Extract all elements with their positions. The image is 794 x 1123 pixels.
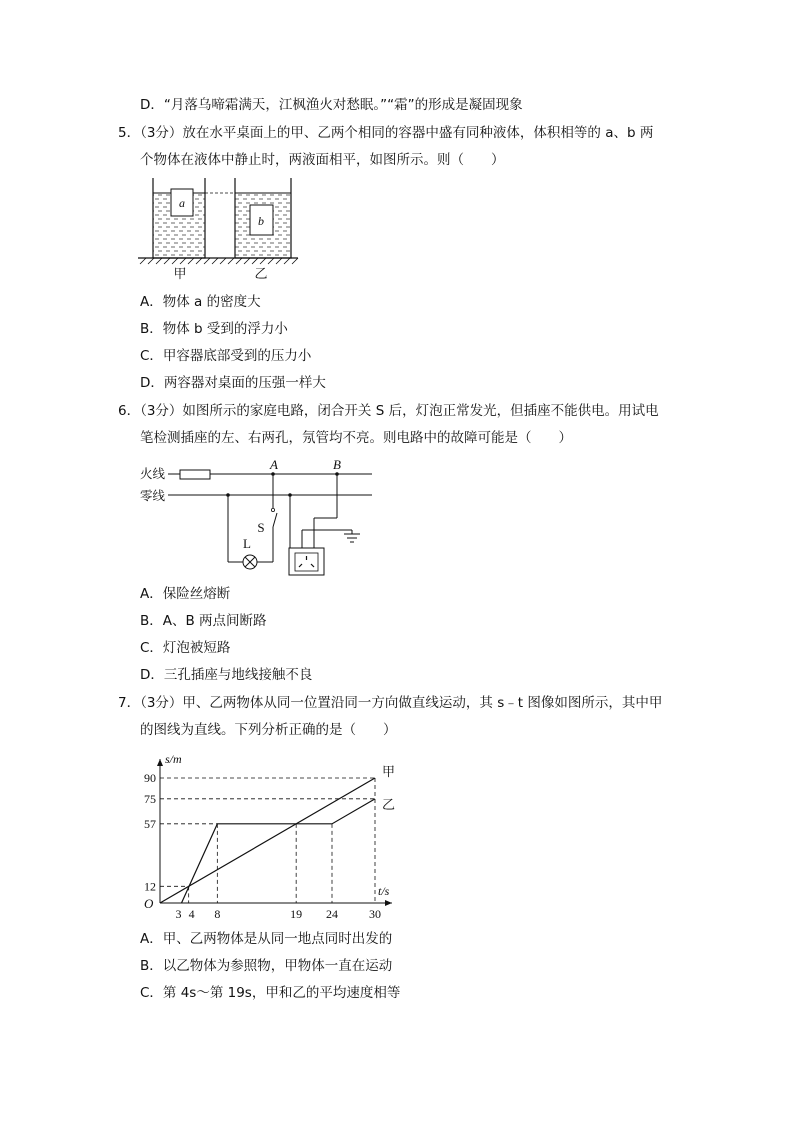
origin-label: O bbox=[144, 896, 154, 911]
fuse bbox=[180, 470, 210, 479]
x-axis-label: t/s bbox=[378, 884, 390, 898]
y-tick-75: 75 bbox=[144, 791, 156, 806]
q6-option-a: A．保险丝熔断 bbox=[140, 586, 231, 602]
container-jia bbox=[153, 178, 205, 258]
x-tick-4: 4 bbox=[188, 907, 195, 921]
switch-label: S bbox=[257, 520, 265, 535]
y-tick-57: 57 bbox=[144, 816, 156, 831]
x-tick-19: 19 bbox=[290, 907, 303, 921]
q7-option-c: C．第 4s～第 19s，甲和乙的平均速度相等 bbox=[140, 985, 401, 1001]
series-line-乙 bbox=[182, 799, 376, 903]
q7-stem-line1: 7．（3分）甲、乙两物体从同一位置沿同一方向做直线运动，其 s﹣t 图像如图所示，其中甲 bbox=[118, 695, 663, 711]
q5-stem-line1: 5．（3分）放在水平桌面上的甲、乙两个相同的容器中盛有同种液体，体积相等的 a、b 两 bbox=[118, 125, 654, 141]
q5-figure bbox=[130, 172, 310, 287]
table-surface bbox=[138, 258, 298, 264]
q7-option-a: A．甲、乙两物体是从同一地点同时出发的 bbox=[140, 931, 393, 947]
st-graph bbox=[130, 745, 410, 925]
lamp-branch bbox=[228, 474, 277, 569]
q7-stem-line2: 的图线为直线。下列分析正确的是（ ） bbox=[140, 722, 397, 738]
label-jia: 甲 bbox=[173, 266, 187, 281]
series-label-甲: 甲 bbox=[382, 764, 396, 779]
x-axis-arrow bbox=[385, 900, 392, 906]
x-tick-30: 30 bbox=[369, 907, 381, 921]
q5-option-c: C．甲容器底部受到的压力小 bbox=[140, 348, 312, 364]
container-yi bbox=[235, 178, 291, 258]
q5-option-b: B．物体 b 受到的浮力小 bbox=[140, 321, 288, 337]
q7-option-b: B．以乙物体为参照物，甲物体一直在运动 bbox=[140, 958, 393, 974]
label-yi: 乙 bbox=[254, 266, 268, 281]
live-wire-label: 火线 bbox=[140, 467, 166, 481]
q6-stem-line1: 6．（3分）如图所示的家庭电路，闭合开关 S 后，灯泡正常发光，但插座不能供电。用试电 bbox=[118, 403, 659, 419]
q5-option-a: A．物体 a 的密度大 bbox=[140, 294, 261, 310]
lamp-l bbox=[243, 555, 257, 569]
label-b: b bbox=[258, 214, 264, 228]
q6-option-c: C．灯泡被短路 bbox=[140, 640, 231, 656]
point-b-label: B bbox=[333, 457, 341, 472]
ground-symbol bbox=[344, 530, 360, 542]
q6-stem-line2: 笔检测插座的左、右两孔，氖管均不亮。则电路中的故障可能是（ ） bbox=[140, 430, 572, 446]
q5-stem-line2: 个物体在液体中静止时，两液面相平，如图所示。则（ ） bbox=[140, 152, 505, 168]
series-label-乙: 乙 bbox=[382, 796, 396, 812]
x-tick-24: 24 bbox=[326, 907, 338, 921]
y-tick-12: 12 bbox=[144, 879, 156, 894]
switch-s bbox=[273, 513, 277, 527]
neutral-wire-label: 零线 bbox=[140, 489, 166, 503]
lamp-label: L bbox=[243, 536, 251, 551]
q4-option-d: D．“月落乌啼霜满天，江枫渔火对愁眠。”“霜”的形成是凝固现象 bbox=[140, 97, 523, 113]
q6-option-d: D．三孔插座与地线接触不良 bbox=[140, 667, 313, 683]
y-axis-label: s/m bbox=[165, 752, 182, 766]
y-axis-arrow bbox=[157, 759, 163, 766]
q6-option-b: B．A、B 两点间断路 bbox=[140, 613, 267, 629]
point-a-label: A bbox=[270, 457, 278, 472]
x-tick-8: 8 bbox=[214, 907, 221, 921]
x-tick-3: 3 bbox=[175, 907, 182, 921]
three-hole-socket bbox=[289, 474, 352, 575]
q5-option-d: D．两容器对桌面的压强一样大 bbox=[140, 375, 326, 391]
series-line-甲 bbox=[160, 778, 375, 903]
q6-circuit-figure bbox=[130, 452, 390, 582]
y-tick-90: 90 bbox=[144, 771, 156, 785]
label-a: a bbox=[179, 196, 185, 210]
